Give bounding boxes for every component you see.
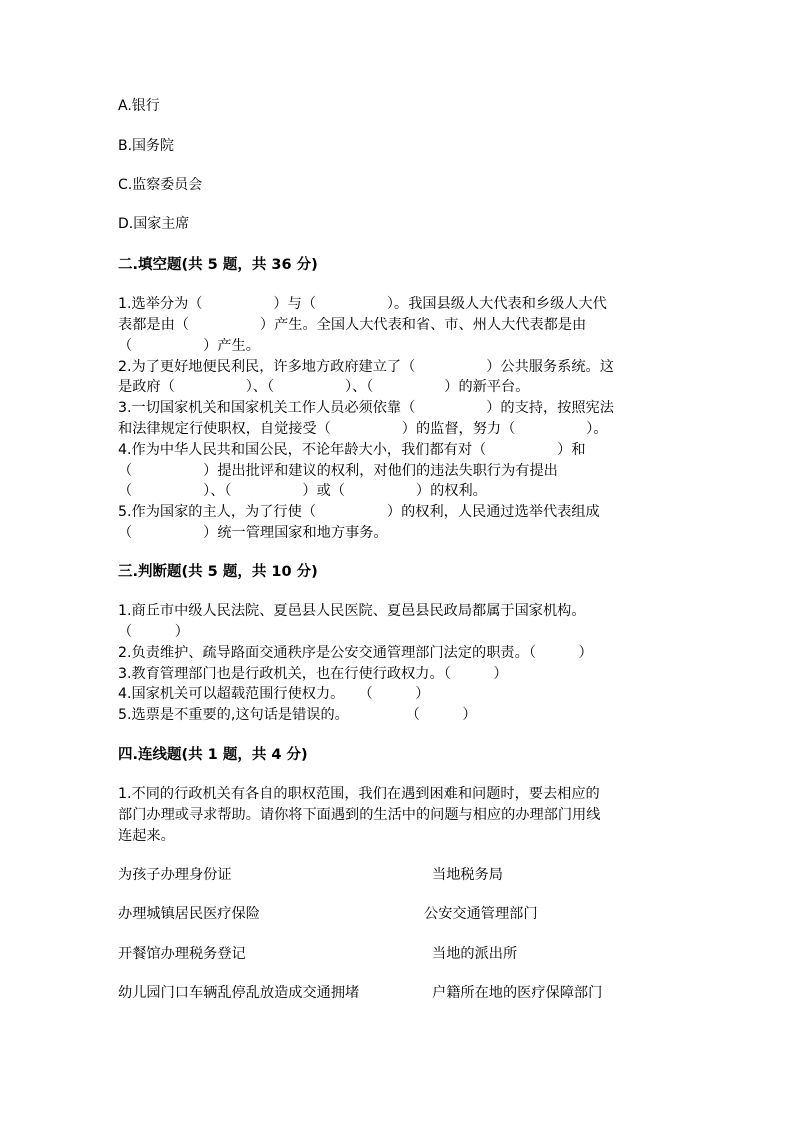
fill-blank-line: 1.选举分为（ ）与（ ）。我国县级人大代表和乡级人大代 xyxy=(118,296,607,312)
match-left-item: 幼儿园门口车辆乱停乱放造成交通拥堵 xyxy=(118,985,360,1001)
match-left-item: 开餐馆办理税务登记 xyxy=(118,946,246,962)
section-3-title: 三.判断题(共 5 题，共 10 分) xyxy=(118,564,318,580)
fill-blank-line: 3.一切国家机关和国家机关工作人员必须依靠（ ）的支持，按照宪法 xyxy=(118,400,614,416)
option-d: D.国家主席 xyxy=(118,216,190,232)
option-b: B.国务院 xyxy=(118,138,175,154)
judgement-line: 4.国家机关可以超载范围行使权力。 （ ） xyxy=(118,686,430,702)
match-left-item: 为孩子办理身份证 xyxy=(118,867,232,883)
section-4-title: 四.连线题(共 1 题，共 4 分) xyxy=(118,747,308,763)
matching-instruction-line: 1.不同的行政机关有各自的职权范围，我们在遇到困难和问题时，要去相应的 xyxy=(118,786,600,802)
judgement-line: （ ） xyxy=(118,624,189,640)
fill-blank-line: 5.作为国家的主人，为了行使（ ）的权利，人民通过选举代表组成 xyxy=(118,504,600,520)
fill-blank-line: （ ）产生。 xyxy=(118,338,260,354)
match-left-item: 办理城镇居民医疗保险 xyxy=(118,906,260,922)
judgement-line: 3.教育管理部门也是行政机关，也在行使行政权力。（ ） xyxy=(118,666,508,682)
match-right-item: 户籍所在地的医疗保障部门 xyxy=(432,985,603,1001)
match-right-item: 公安交通管理部门 xyxy=(424,906,538,922)
match-right-item: 当地税务局 xyxy=(432,867,503,883)
section-2-title: 二.填空题(共 5 题，共 36 分) xyxy=(118,257,318,273)
fill-blank-line: 表都是由（ ）产生。全国人大代表和省、市、州人大代表都是由 xyxy=(118,317,587,333)
fill-blank-line: （ ）、（ ）或（ ）的权利。 xyxy=(118,483,487,499)
option-a: A.银行 xyxy=(118,98,160,114)
matching-instruction-line: 部门办理或寻求帮助。请你将下面遇到的生活中的问题与相应的办理部门用线 xyxy=(118,807,601,823)
judgement-line: 2.负责维护、疏导路面交通秩序是公安交通管理部门法定的职责。（ ） xyxy=(118,645,593,661)
fill-blank-line: 4.作为中华人民共和国公民，不论年龄大小，我们都有对（ ）和 xyxy=(118,442,586,458)
fill-blank-line: 和法律规定行使职权，自觉接受（ ）的监督，努力（ ）。 xyxy=(118,421,608,437)
matching-instruction-line: 连起来。 xyxy=(118,828,175,844)
fill-blank-line: （ ）提出批评和建议的权利，对他们的违法失职行为有提出 xyxy=(118,463,558,479)
fill-blank-line: 是政府（ ）、（ ）、（ ）的新平台。 xyxy=(118,379,530,395)
fill-blank-line: （ ）统一管理国家和地方事务。 xyxy=(118,525,388,541)
fill-blank-line: 2.为了更好地便民利民，许多地方政府建立了（ ）公共服务系统。这 xyxy=(118,359,614,375)
option-c: C.监察委员会 xyxy=(118,177,203,193)
match-right-item: 当地的派出所 xyxy=(432,946,518,962)
judgement-line: 1.商丘市中级人民法院、夏邑县人民医院、夏邑县民政局都属于国家机构。 xyxy=(118,603,586,619)
judgement-line: 5.选票是不重要的,这句话是错误的。 （ ） xyxy=(118,707,477,723)
